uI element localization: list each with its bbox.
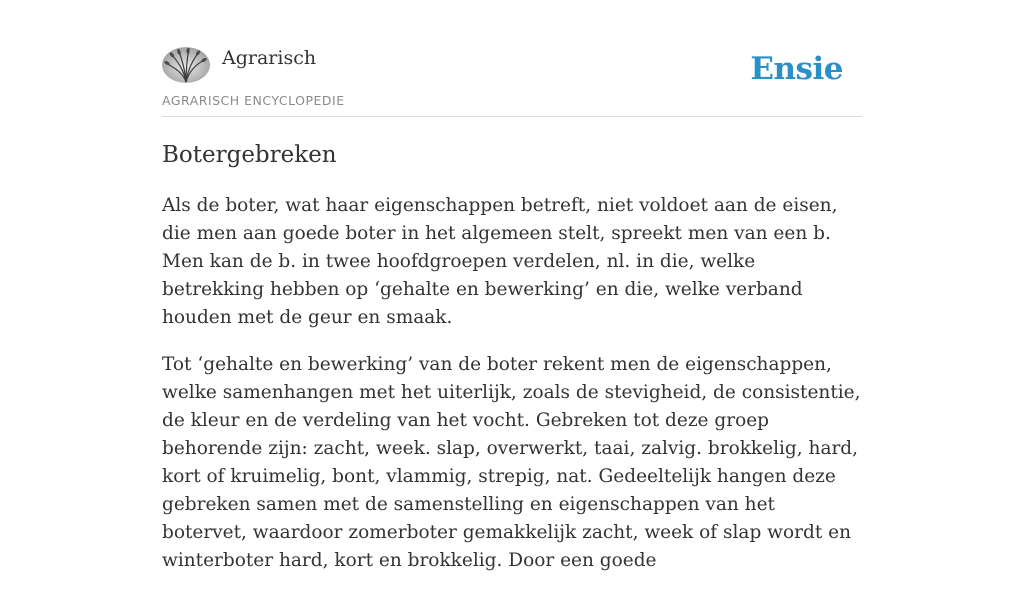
article-paragraph: Tot ‘gehalte en bewerking’ van de boter rekent men de eigenschappen, welke samenhangen met het uiterlijk, zoals de stevigheid, de consistentie, de kleur en de verdeling van het vocht. Gebreken tot deze groep behorende zijn: zacht, week. slap, overwerkt, taai, zalvig. brokkelig, hard, kort of kruimelig, bont, vlammig, strepig, nat. Gedeeltelijk hangen deze gebreken samen met de samenstelling en eigenschappen van het botervet, waardoor zomerboter gemakkelijk zacht, week of slap wordt en winterboter hard, kort en brokkelig. Door een goede [162, 354, 861, 571]
publication-title[interactable]: Agrarisch [222, 47, 317, 69]
wheat-logo-icon[interactable] [162, 47, 210, 83]
brand-logo[interactable]: Ensie [750, 51, 843, 87]
article-body [162, 192, 862, 594]
page-container [162, 0, 862, 571]
publication-subtitle: AGRARISCH ENCYCLOPEDIE [162, 93, 345, 108]
article-paragraph: Als de boter, wat haar eigenschappen betreft, niet voldoet aan de eisen, die men aan goede boter in het algemeen stelt, spreekt men van een b. Men kan de b. in twee hoofdgroepen verdelen, nl. in die, welke betrekking hebben op ‘gehalte en bewerking’ en die, welke verband houden met de geur en smaak. [162, 195, 838, 328]
article-title: Botergebreken [162, 142, 337, 168]
header [162, 0, 862, 117]
